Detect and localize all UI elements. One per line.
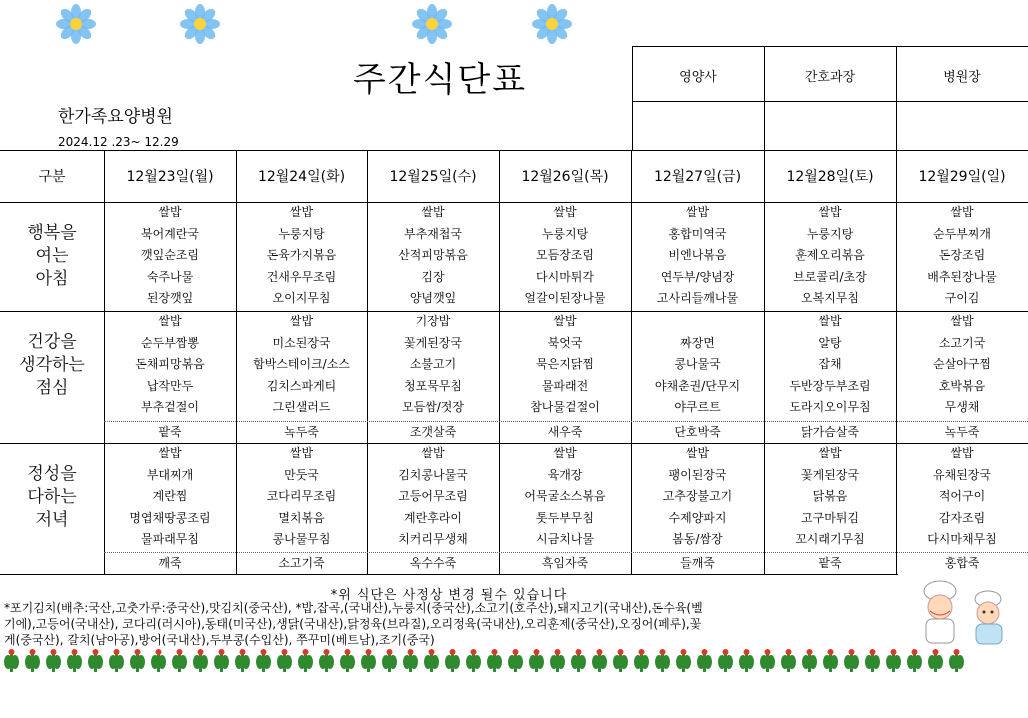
menu-item: 양념깻잎: [409, 291, 457, 306]
menu-item: 쌀밥: [818, 205, 842, 219]
menu-item: 명엽채땅콩조림: [129, 510, 211, 525]
menu-item: 모듬쌈/젓장: [401, 400, 464, 415]
menu-item: 부추겉절이: [141, 400, 199, 415]
menu-item: 꼬시래기무침: [795, 532, 865, 547]
porridge-item: 팥죽: [158, 425, 182, 439]
menu-item: 무생채: [944, 400, 980, 415]
menu-item: 돈채피망볶음: [135, 357, 205, 372]
menu-item: 비엔나볶음: [668, 248, 727, 263]
menu-item: 김치스파게티: [266, 378, 337, 393]
corner-label: 구분: [38, 169, 66, 185]
label-line: 정성을: [27, 464, 77, 484]
dinner-border: [0, 574, 898, 575]
menu-item: 쌀밥: [553, 446, 577, 460]
menu-item: 물파래전: [541, 378, 589, 393]
menu-item: 두반장두부조림: [789, 378, 871, 393]
menu-item: 봄동/쌈장: [672, 532, 723, 547]
porridge-item: 소고기죽: [278, 556, 325, 570]
menu-item: 북어계란국: [141, 226, 199, 241]
menu-item: 도라지오이무침: [789, 400, 871, 415]
menu-item: 알탕: [818, 335, 842, 350]
date-header: 12월28일(토): [786, 169, 874, 185]
menu-item: 유채된장국: [933, 467, 991, 482]
menu-item: 쌀밥: [950, 446, 974, 460]
approval-mid-border: [632, 101, 1028, 102]
menu-item: 누룽지탕: [278, 226, 325, 241]
menu-item: 순살아구찜: [933, 357, 991, 372]
menu-item: 만둣국: [284, 467, 319, 482]
menu-item: 호박볶음: [938, 378, 986, 393]
menu-item: 쌀밥: [289, 205, 314, 219]
porridge-divider: [104, 421, 1028, 422]
menu-item: 깻잎순조림: [141, 248, 199, 263]
menu-item: 구이김: [944, 291, 980, 306]
porridge-item: 새우죽: [547, 425, 583, 439]
menu-item: 멸치볶음: [278, 510, 325, 525]
menu-item: 닭볶음: [812, 489, 848, 504]
hospital-name: 한가족요양병원: [58, 107, 173, 127]
menu-item: 계란찜: [152, 489, 188, 504]
change-notice: *위 식단은 사정상 변경 될수 있습니다: [330, 588, 568, 603]
menu-item: 짜장면: [680, 335, 715, 350]
approval-divider: [764, 46, 765, 150]
origin-info: [4, 600, 899, 648]
menu-period: 2024.12 .23~ 12.29: [58, 135, 179, 149]
floral-border-icon: [0, 644, 1028, 674]
date-header: 12월23일(월): [126, 169, 214, 185]
menu-item: 코다리무조림: [266, 489, 337, 504]
menu-item: 야채춘권/단무지: [654, 378, 741, 393]
porridge-item: 들깨죽: [680, 556, 715, 570]
menu-item: 모듬장조림: [536, 248, 594, 263]
menu-item: 팽이된장국: [668, 467, 727, 482]
menu-item: 쌀밥: [818, 314, 842, 328]
menu-item: 연두부/양념장: [660, 269, 735, 284]
menu-item: 기장밥: [415, 314, 451, 328]
porridge-item: 녹두죽: [284, 425, 319, 439]
porridge-item: 조갯살죽: [409, 425, 457, 439]
menu-item: 고등어무조림: [398, 489, 468, 504]
label-line: 점심: [35, 378, 69, 398]
menu-item: 야쿠르트: [674, 400, 721, 415]
menu-item: 함박스테이크/소스: [253, 357, 350, 372]
menu-item: 쌀밥: [158, 205, 182, 219]
menu-item: 쌀밥: [289, 314, 314, 328]
menu-item: 꽃게된장국: [404, 335, 462, 350]
menu-item: 물파래무침: [141, 532, 199, 547]
date-header: 12월25일(수): [389, 169, 477, 185]
date-header: 12월29일(일): [918, 169, 1006, 185]
menu-item: 쌀밥: [158, 446, 182, 460]
menu-item: 쌀밥: [685, 205, 710, 219]
menu-item: 쌀밥: [421, 205, 445, 219]
flower-icon: [52, 0, 100, 48]
approval-nutritionist: 영양사: [679, 70, 717, 85]
porridge-item: 깨죽: [158, 556, 182, 570]
menu-item: 순두부짬뽕: [141, 335, 199, 350]
menu-item: 콩나물무침: [272, 532, 331, 547]
menu-item: 꽃게된장국: [801, 467, 859, 482]
menu-item: 톳두부무침: [536, 510, 594, 525]
lunch-label: [0, 331, 104, 400]
menu-item: 치커리무생채: [398, 532, 468, 547]
menu-item: 육개장: [547, 467, 583, 482]
label-line: 저녁: [35, 510, 69, 530]
menu-item: 다시마튀각: [536, 269, 594, 284]
menu-item: 얼갈이된장나물: [524, 291, 606, 306]
menu-item: 쌀밥: [553, 205, 577, 219]
menu-item: 청포묵무침: [404, 378, 462, 393]
origin-line: 게(중국산), 갈치(남아공),방어(국내산),두부콩(수입산), 쭈꾸미(베트남),조기(중국): [4, 633, 435, 647]
menu-item: 잡채: [818, 357, 842, 372]
approval-divider: [896, 46, 897, 150]
menu-item: 된장깻잎: [146, 291, 194, 306]
label-line: 여는: [35, 246, 69, 266]
menu-item: 고사리들깨나물: [656, 291, 739, 306]
menu-item: 누룽지탕: [541, 226, 589, 241]
menu-item: 적어구이: [938, 489, 986, 504]
menu-item: 숙주나물: [146, 269, 194, 284]
approval-head-nurse: 간호과장: [804, 70, 856, 85]
approval-director: 병원장: [943, 70, 981, 85]
label-line: 생각하는: [19, 355, 85, 375]
menu-item: 참나물겉절이: [530, 400, 600, 415]
label-line: 아침: [35, 269, 69, 289]
origin-line: *포기김치(배추:국산,고춧가루:중국산),맛김치(중국산), *밥,잡곡,(국내산),누룽지(중국산),소고기(호주산),돼지고기(국내산),돈수육(벨: [4, 601, 703, 615]
menu-item: 감자조림: [938, 510, 986, 525]
label-line: 건강을: [27, 332, 77, 352]
porridge-item: 흑임자죽: [541, 556, 589, 570]
menu-item: 쌀밥: [289, 446, 314, 460]
menu-item: 누룽지탕: [806, 226, 854, 241]
menu-item: 산적피망볶음: [398, 248, 468, 263]
menu-item: 돈육가지볶음: [266, 248, 337, 263]
menu-item: 소불고기: [409, 357, 457, 372]
menu-item: 다시마채무침: [927, 532, 997, 547]
porridge-divider: [104, 552, 1028, 553]
flower-icon: [528, 0, 576, 48]
date-header: 12월27일(금): [653, 169, 742, 185]
menu-item: 고추장불고기: [662, 489, 733, 504]
porridge-item: 팥죽: [818, 556, 842, 570]
menu-item: 납작만두: [146, 378, 194, 393]
menu-item: 쌀밥: [950, 205, 974, 219]
porridge-item: 옥수수죽: [409, 556, 457, 570]
flower-icon: [176, 0, 224, 48]
approval-divider: [632, 46, 633, 150]
menu-item: 김장: [421, 269, 445, 284]
label-line: 다하는: [27, 487, 77, 507]
menu-item: 배추된장나물: [927, 269, 997, 284]
menu-item: 그린샐러드: [272, 400, 331, 415]
approval-top-border: [632, 46, 1028, 47]
origin-line: 기에),고등어(국내산), 코다리(러시아),동태(미국산),생닭(국내산),닭정육(브라질),오리정육(국내산),오리훈제(중국산),오징어(페루),꽃: [4, 617, 702, 631]
menu-item: 훈제오리볶음: [795, 248, 865, 263]
menu-item: 부대찌개: [146, 467, 194, 482]
menu-item: 계란후라이: [404, 510, 462, 525]
menu-item: 순두부찌개: [933, 226, 991, 241]
dinner-label: [0, 463, 104, 532]
porridge-item: 단호박죽: [674, 425, 721, 439]
menu-item: 어묵굴소스볶음: [524, 489, 606, 504]
menu-item: 수제양파지: [668, 510, 727, 525]
menu-item: 소고기국: [938, 335, 986, 350]
menu-item: 김치콩나물국: [398, 467, 468, 482]
menu-item: 묵은지닭찜: [536, 357, 594, 372]
menu-item: 건새우무조림: [266, 269, 337, 284]
menu-item: 브로콜리/초장: [793, 269, 867, 284]
page-title: 주간식단표: [352, 60, 528, 100]
menu-item: 돈장조림: [938, 248, 986, 263]
menu-item: 미소된장국: [272, 335, 331, 350]
menu-item: 고구마튀김: [801, 510, 859, 525]
menu-item: 쌀밥: [685, 446, 710, 460]
breakfast-label: [0, 222, 104, 291]
porridge-item: 홍합죽: [944, 556, 980, 570]
label-line: 행복을: [27, 223, 77, 243]
menu-item: 쌀밥: [421, 446, 445, 460]
menu-item: 쌀밥: [553, 314, 577, 328]
menu-item: 쌀밥: [950, 314, 974, 328]
porridge-item: 녹두죽: [944, 425, 980, 439]
menu-item: 쌀밥: [818, 446, 842, 460]
menu-item: 쌀밥: [158, 314, 182, 328]
date-header: 12월24일(화): [257, 169, 346, 185]
menu-item: 오이지무침: [272, 291, 331, 306]
menu-item: 콩나물국: [674, 357, 721, 372]
flower-icon: [408, 0, 456, 48]
porridge-item: 닭가슴살죽: [801, 425, 859, 439]
menu-item: 북엇국: [547, 335, 583, 350]
chef-illustration-icon: [900, 577, 1024, 647]
menu-item: 홍합미역국: [668, 226, 727, 241]
menu-item: 시금치나물: [536, 532, 594, 547]
date-header: 12월26일(목): [521, 169, 609, 185]
menu-item: 부추재첩국: [404, 226, 462, 241]
menu-item: 오복지무침: [801, 291, 859, 306]
